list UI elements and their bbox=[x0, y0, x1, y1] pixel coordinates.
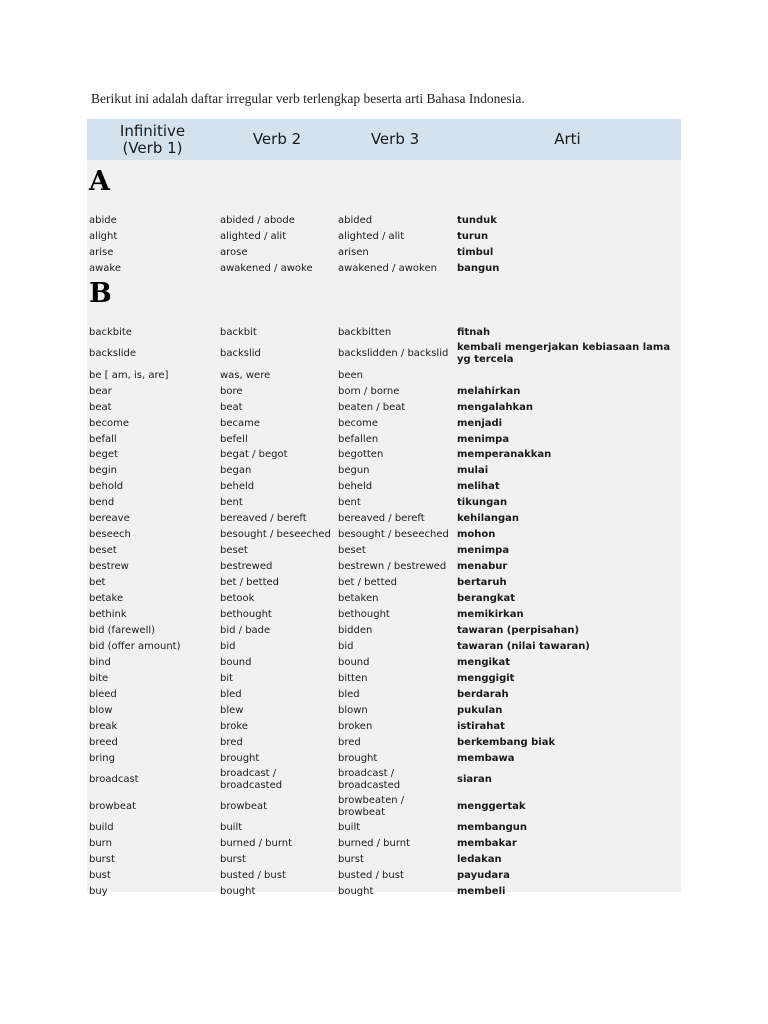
cell-infinitive: bestrew bbox=[89, 561, 129, 573]
table-row bbox=[87, 527, 681, 543]
cell-infinitive: abide bbox=[89, 214, 117, 226]
cell-infinitive: bite bbox=[89, 672, 109, 684]
cell-verb3: awakened / awoken bbox=[338, 262, 437, 274]
cell-verb2: bound bbox=[220, 656, 252, 668]
cell-verb3: befallen bbox=[338, 433, 379, 445]
table-row bbox=[87, 261, 681, 277]
cell-verb2: bit bbox=[220, 672, 234, 684]
cell-verb2: bethought bbox=[220, 608, 272, 620]
table-row bbox=[87, 852, 681, 868]
cell-infinitive: beseech bbox=[89, 529, 131, 541]
cell-verb3: brought bbox=[338, 752, 378, 764]
cell-arti: memikirkan bbox=[457, 608, 524, 620]
cell-verb2: arose bbox=[220, 246, 248, 258]
cell-infinitive: bust bbox=[89, 870, 111, 882]
table-row bbox=[87, 639, 681, 655]
cell-verb2: beat bbox=[220, 401, 243, 413]
table-row bbox=[87, 591, 681, 607]
cell-arti: melahirkan bbox=[457, 385, 521, 397]
table-row bbox=[87, 751, 681, 767]
cell-verb2: bereaved / bereft bbox=[220, 513, 307, 525]
cell-infinitive: browbeat bbox=[89, 801, 137, 812]
table-row bbox=[87, 432, 681, 448]
cell-verb3: beaten / beat bbox=[338, 401, 406, 413]
table-row bbox=[87, 821, 681, 837]
cell-verb2: blew bbox=[220, 704, 244, 716]
cell-infinitive: beset bbox=[89, 545, 117, 557]
cell-arti: mengikat bbox=[457, 656, 511, 668]
table-row bbox=[87, 400, 681, 416]
cell-infinitive: bend bbox=[89, 497, 115, 509]
cell-verb2: bestrewed bbox=[220, 561, 273, 573]
header-verb2: Verb 2 bbox=[252, 130, 302, 148]
cell-arti: menjadi bbox=[457, 417, 503, 429]
cell-arti: membangun bbox=[457, 822, 528, 834]
cell-arti: bertaruh bbox=[457, 577, 507, 589]
cell-arti: istirahat bbox=[457, 720, 505, 732]
cell-verb3: bereaved / bereft bbox=[338, 513, 425, 525]
cell-arti: membeli bbox=[457, 886, 506, 898]
cell-verb3: bestrewn / bestrewed bbox=[338, 561, 447, 573]
cell-infinitive: burn bbox=[89, 838, 112, 850]
cell-verb3: broadcast / broadcasted bbox=[338, 768, 401, 791]
cell-infinitive: bear bbox=[89, 385, 112, 397]
cell-verb2: awakened / awoke bbox=[220, 262, 313, 274]
cell-verb2: bled bbox=[220, 688, 242, 700]
cell-infinitive: bereave bbox=[89, 513, 130, 525]
table-row bbox=[87, 213, 681, 229]
cell-arti: kembali mengerjakan kebiasaan lama yg tercela bbox=[457, 342, 671, 366]
cell-verb3: bred bbox=[338, 736, 361, 748]
cell-arti: membakar bbox=[457, 838, 517, 850]
table-row bbox=[87, 836, 681, 852]
section-letter: A bbox=[89, 166, 110, 197]
table-row bbox=[87, 884, 681, 900]
cell-arti: memperanakkan bbox=[457, 449, 552, 461]
cell-verb2: bid bbox=[220, 640, 236, 652]
cell-infinitive: burst bbox=[89, 854, 115, 866]
cell-infinitive: bind bbox=[89, 656, 111, 668]
cell-verb2: broke bbox=[220, 720, 248, 732]
cell-arti bbox=[457, 368, 679, 384]
intro-text: Berikut ini adalah daftar irregular verb terlengkap beserta arti Bahasa Indonesia. bbox=[91, 91, 525, 106]
cell-verb3: burned / burnt bbox=[338, 838, 411, 850]
header-arti: Arti bbox=[554, 130, 581, 148]
cell-verb3: browbeaten / browbeat bbox=[338, 795, 405, 818]
cell-verb3: abided bbox=[338, 214, 373, 226]
cell-verb3: alighted / alit bbox=[338, 230, 405, 242]
cell-verb3: besought / beseeched bbox=[338, 529, 449, 541]
table-row bbox=[87, 341, 681, 368]
cell-infinitive: buy bbox=[89, 886, 108, 898]
table-row bbox=[87, 575, 681, 591]
cell-arti: berkembang biak bbox=[457, 736, 556, 748]
table-row bbox=[87, 448, 681, 464]
cell-verb2: bid / bade bbox=[220, 624, 271, 636]
cell-arti: turun bbox=[457, 230, 489, 242]
cell-verb2: beheld bbox=[220, 481, 255, 493]
cell-infinitive: bleed bbox=[89, 688, 117, 700]
cell-infinitive: arise bbox=[89, 246, 114, 258]
cell-verb3: blown bbox=[338, 704, 368, 716]
cell-verb3: begun bbox=[338, 465, 370, 477]
section-letter: B bbox=[89, 277, 112, 309]
cell-verb2: backbit bbox=[220, 326, 257, 338]
cell-arti: mohon bbox=[457, 529, 496, 541]
table-row bbox=[87, 868, 681, 884]
cell-infinitive: behold bbox=[89, 481, 124, 493]
cell-arti: membawa bbox=[457, 752, 515, 764]
table-row bbox=[87, 655, 681, 671]
cell-verb3: begotten bbox=[338, 449, 384, 461]
cell-infinitive: befall bbox=[89, 433, 117, 445]
cell-verb2: bought bbox=[220, 886, 256, 898]
cell-arti: payudara bbox=[457, 870, 510, 882]
cell-arti: mulai bbox=[457, 465, 489, 477]
cell-arti: siaran bbox=[457, 774, 492, 785]
cell-arti: tawaran (nilai tawaran) bbox=[457, 640, 590, 652]
cell-verb2: bent bbox=[220, 497, 243, 509]
cell-arti: menimpa bbox=[457, 433, 510, 445]
cell-arti: menggigit bbox=[457, 672, 515, 684]
cell-infinitive: breed bbox=[89, 736, 118, 748]
cell-verb2: broadcast / broadcasted bbox=[220, 768, 283, 791]
cell-verb3: bent bbox=[338, 497, 361, 509]
table-row bbox=[87, 767, 681, 794]
cell-infinitive: be [ am, is, are] bbox=[89, 369, 169, 381]
table-row bbox=[87, 719, 681, 735]
cell-infinitive: beat bbox=[89, 401, 112, 413]
cell-infinitive: bethink bbox=[89, 608, 127, 620]
cell-infinitive: bet bbox=[89, 577, 106, 589]
cell-arti: menabur bbox=[457, 561, 508, 573]
cell-verb3: beset bbox=[338, 545, 366, 557]
table-row bbox=[87, 703, 681, 719]
cell-verb2: burned / burnt bbox=[220, 838, 293, 850]
table-row bbox=[87, 511, 681, 527]
table-row bbox=[87, 687, 681, 703]
table-row bbox=[87, 543, 681, 559]
cell-verb2: burst bbox=[220, 854, 246, 866]
cell-arti: menimpa bbox=[457, 545, 510, 557]
table-row bbox=[87, 559, 681, 575]
cell-verb2: bet / betted bbox=[220, 577, 279, 589]
cell-verb3: bethought bbox=[338, 608, 390, 620]
table-row bbox=[87, 607, 681, 623]
cell-verb2: browbeat bbox=[220, 801, 268, 812]
cell-arti: timbul bbox=[457, 246, 494, 258]
cell-verb2: was, were bbox=[220, 369, 271, 381]
cell-arti: melihat bbox=[457, 481, 500, 493]
cell-verb2: brought bbox=[220, 752, 260, 764]
cell-verb2: befell bbox=[220, 433, 248, 445]
cell-arti: bangun bbox=[457, 262, 500, 274]
cell-infinitive: awake bbox=[89, 262, 122, 274]
cell-verb3: busted / bust bbox=[338, 870, 404, 882]
cell-verb3: bound bbox=[338, 656, 370, 668]
cell-verb2: abided / abode bbox=[220, 214, 295, 226]
cell-verb2: built bbox=[220, 822, 243, 834]
cell-verb2: bred bbox=[220, 736, 243, 748]
cell-verb3: bid bbox=[338, 640, 354, 652]
cell-arti: fitnah bbox=[457, 326, 491, 338]
cell-verb3: arisen bbox=[338, 246, 369, 258]
cell-infinitive: build bbox=[89, 822, 114, 834]
table-row bbox=[87, 495, 681, 511]
cell-arti: menggertak bbox=[457, 801, 526, 812]
cell-verb3: backslidden / backslid bbox=[338, 348, 449, 360]
cell-verb3: bitten bbox=[338, 672, 368, 684]
table-row bbox=[87, 384, 681, 400]
cell-infinitive: bring bbox=[89, 752, 115, 764]
cell-verb3: backbitten bbox=[338, 326, 392, 338]
cell-verb3: built bbox=[338, 822, 361, 834]
cell-arti: tikungan bbox=[457, 497, 508, 509]
table-row bbox=[87, 245, 681, 261]
cell-verb3: bidden bbox=[338, 624, 373, 636]
table-row bbox=[87, 735, 681, 751]
cell-infinitive: begin bbox=[89, 465, 117, 477]
cell-verb2: began bbox=[220, 465, 252, 477]
table-row bbox=[87, 479, 681, 495]
cell-verb3: born / borne bbox=[338, 385, 400, 397]
cell-verb3: broken bbox=[338, 720, 373, 732]
cell-verb3: betaken bbox=[338, 593, 379, 605]
cell-arti: mengalahkan bbox=[457, 401, 534, 413]
cell-arti: ledakan bbox=[457, 854, 502, 866]
cell-verb2: besought / beseeched bbox=[220, 529, 331, 541]
cell-arti: kehilangan bbox=[457, 513, 520, 525]
cell-verb3: bet / betted bbox=[338, 577, 397, 589]
cell-infinitive: bid (farewell) bbox=[89, 624, 156, 636]
cell-verb2: busted / bust bbox=[220, 870, 286, 882]
cell-verb2: begat / begot bbox=[220, 449, 288, 461]
cell-verb2: became bbox=[220, 417, 261, 429]
cell-verb2: bore bbox=[220, 385, 243, 397]
table-row bbox=[87, 463, 681, 479]
cell-arti: berdarah bbox=[457, 688, 509, 700]
cell-verb2: beset bbox=[220, 545, 248, 557]
header-infinitive: Infinitive (Verb 1) bbox=[119, 121, 186, 157]
cell-verb3: burst bbox=[338, 854, 364, 866]
cell-infinitive: backbite bbox=[89, 326, 132, 338]
cell-verb2: backslid bbox=[220, 348, 261, 360]
cell-arti: berangkat bbox=[457, 593, 516, 605]
cell-infinitive: blow bbox=[89, 704, 113, 716]
cell-verb2: alighted / alit bbox=[220, 230, 287, 242]
cell-infinitive: broadcast bbox=[89, 774, 139, 785]
cell-infinitive: bid (offer amount) bbox=[89, 640, 181, 652]
table-row bbox=[87, 623, 681, 639]
cell-verb2: betook bbox=[220, 593, 255, 605]
table-row bbox=[87, 325, 681, 341]
cell-infinitive: backslide bbox=[89, 348, 137, 360]
cell-verb3: become bbox=[338, 417, 379, 429]
cell-verb3: bled bbox=[338, 688, 360, 700]
irregular-verb-table bbox=[87, 119, 681, 898]
cell-arti: tawaran (perpisahan) bbox=[457, 624, 580, 636]
table-row bbox=[87, 794, 681, 821]
cell-verb3: bought bbox=[338, 886, 374, 898]
cell-arti: tunduk bbox=[457, 214, 497, 226]
cell-infinitive: alight bbox=[89, 230, 118, 242]
cell-infinitive: beget bbox=[89, 449, 118, 461]
header-verb3: Verb 3 bbox=[370, 130, 420, 148]
cell-infinitive: break bbox=[89, 720, 118, 732]
table-header bbox=[87, 119, 681, 160]
cell-infinitive: betake bbox=[89, 593, 124, 605]
table-row bbox=[87, 229, 681, 245]
table-row bbox=[87, 416, 681, 432]
table-row bbox=[87, 368, 681, 384]
table-row bbox=[87, 671, 681, 687]
cell-verb3: been bbox=[338, 369, 363, 381]
cell-arti: pukulan bbox=[457, 704, 503, 716]
cell-verb3: beheld bbox=[338, 481, 373, 493]
cell-infinitive: become bbox=[89, 417, 130, 429]
